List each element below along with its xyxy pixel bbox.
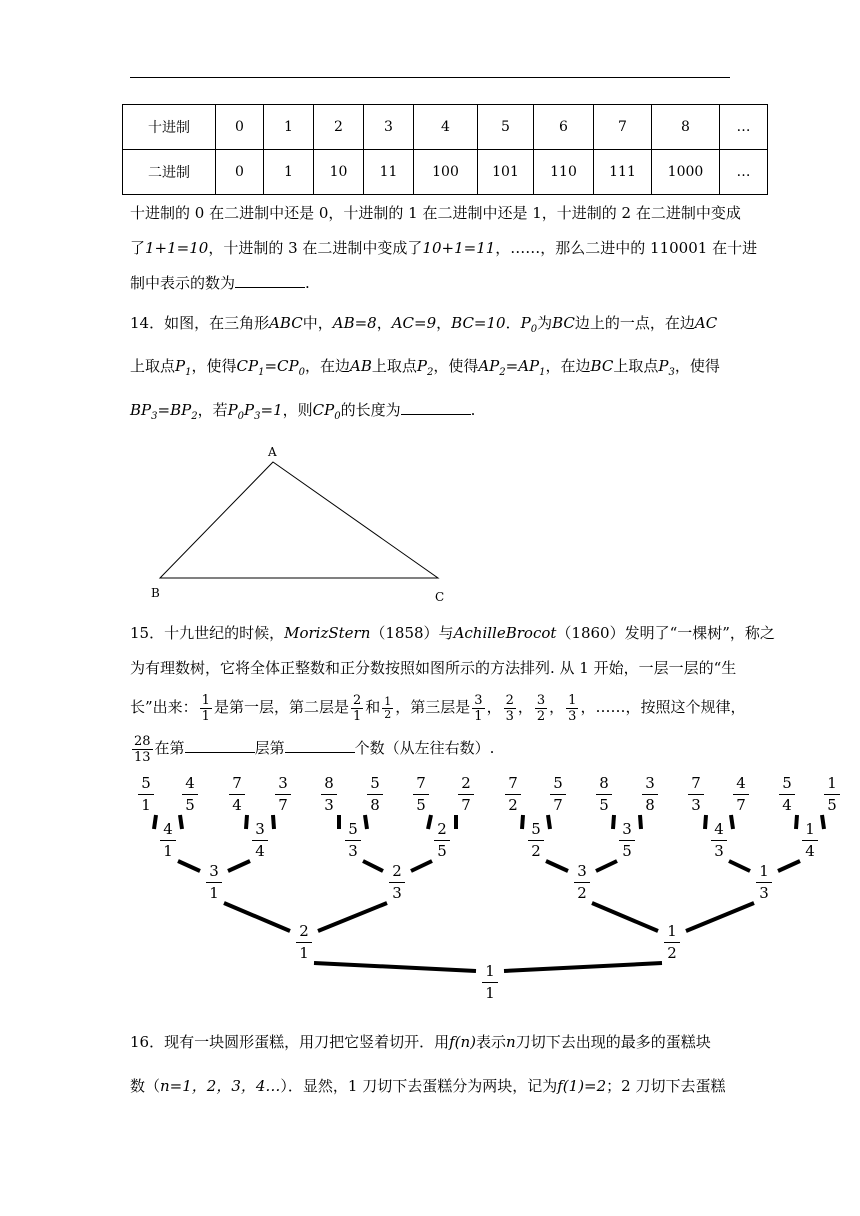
math: f(n): [449, 1033, 477, 1051]
numerator: 7: [508, 774, 518, 792]
tree-node-fraction: [156, 821, 180, 860]
answer-blank: [185, 738, 255, 753]
denominator: 5: [437, 842, 447, 860]
numerator: 1: [805, 820, 815, 838]
tree-edge: [180, 815, 182, 829]
numerator: 5: [348, 820, 358, 838]
tree-node-fraction: [570, 863, 594, 902]
tree-edge: [822, 815, 824, 829]
text: ，在边: [304, 357, 350, 375]
tree-node-fraction: [478, 963, 502, 1002]
table-cell: 11: [364, 150, 414, 195]
table-cell: 101: [478, 150, 534, 195]
tree-node-fraction: [592, 775, 616, 814]
denominator: 7: [461, 796, 471, 814]
math: $P_3$: [658, 357, 675, 378]
text: ，……，那么二进中的 110001 在十进: [495, 239, 758, 257]
fraction: $\frac{3}{2}$: [536, 692, 546, 724]
math: MorizStern: [284, 624, 371, 642]
math: AchilleBrocot: [453, 624, 557, 642]
denominator: 4: [255, 842, 265, 860]
tree-edge: [640, 815, 641, 829]
vertex-label-b: B: [151, 586, 160, 600]
fraction-bar: [275, 794, 291, 795]
numerator: 2: [392, 862, 402, 880]
fraction-bar: [733, 794, 749, 795]
table-cell: 4: [414, 105, 478, 150]
vertex-label-a: A: [268, 445, 277, 459]
tree-edge: [731, 815, 733, 829]
math: n=1，2，3，4…: [160, 1077, 281, 1095]
tree-edge: [224, 903, 290, 931]
denominator: 3: [759, 884, 769, 902]
math: $P_0$: [520, 314, 538, 335]
p13-line2: [130, 238, 758, 258]
table-cell: 100: [414, 150, 478, 195]
math: f(1)=2: [557, 1077, 607, 1095]
table-cell: 111: [594, 150, 652, 195]
fraction-bar: [296, 942, 312, 943]
table-cell: 二进制: [123, 150, 216, 195]
tree-edge: [548, 815, 550, 829]
text: （1858）与: [370, 624, 454, 642]
tree-node-fraction: [248, 821, 272, 860]
numerator: 8: [324, 774, 334, 792]
math: $P_0P_3=1$: [227, 401, 283, 422]
tree-edge: [228, 861, 250, 871]
tree-node-fraction: [615, 821, 639, 860]
text: ，使得: [433, 357, 479, 375]
numerator: 3: [255, 820, 265, 838]
tree-node-fraction: [363, 775, 387, 814]
text: 个数（从左往右数）.: [354, 739, 495, 757]
fraction: $\frac{1}{2}$: [384, 694, 392, 721]
fraction: $\frac{2}{3}$: [505, 692, 514, 724]
numerator: 2: [461, 774, 471, 792]
math: AC=9: [391, 314, 437, 332]
denominator: 4: [782, 796, 792, 814]
p16-line2: [130, 1076, 735, 1096]
tree-node-fraction: [292, 923, 316, 962]
text: 表示: [476, 1033, 507, 1051]
table-row-decimal: [123, 105, 768, 150]
p14-line2: [130, 356, 735, 383]
fraction-bar: [413, 794, 429, 795]
tree-edge: [613, 815, 614, 829]
fraction-bar: [434, 840, 450, 841]
text: ，则: [282, 401, 313, 419]
decimal-binary-table: [122, 104, 768, 195]
tree-node-fraction: [660, 923, 684, 962]
answer-blank: [401, 400, 471, 415]
denominator: 2: [577, 884, 587, 902]
denominator: 1: [209, 884, 219, 902]
text: 为: [537, 314, 553, 332]
tree-edge: [246, 815, 247, 829]
text: ；2 刀切下去蛋糕: [606, 1077, 726, 1095]
text: 15．十九世纪的时候，: [130, 624, 285, 642]
header-rule: [130, 77, 730, 78]
fraction-bar: [389, 882, 405, 883]
numerator: 4: [736, 774, 746, 792]
tree-node-fraction: [271, 775, 295, 814]
tree-node-fraction: [225, 775, 249, 814]
table-cell: 0: [216, 150, 264, 195]
fraction-bar: [182, 794, 198, 795]
math: $AP_2=AP_1$: [478, 357, 546, 378]
fraction-bar: [596, 794, 612, 795]
numerator: 7: [416, 774, 426, 792]
math: BC: [590, 357, 614, 375]
math: ABC: [269, 314, 303, 332]
text: ，……，按照这个规律，: [580, 698, 746, 716]
tree-edge: [729, 861, 750, 871]
tree-edge: [504, 963, 662, 971]
table-cell: 1: [264, 150, 314, 195]
fraction: $\frac{1}{1}$: [201, 692, 210, 724]
denominator: 3: [691, 796, 701, 814]
numerator: 7: [691, 774, 701, 792]
math: AC: [694, 314, 718, 332]
numerator: 4: [185, 774, 195, 792]
tree-node-fraction: [546, 775, 570, 814]
math: $P_1$: [175, 357, 192, 378]
fraction-bar: [619, 840, 635, 841]
text: ，十进制的 3 在二进制中变成了: [208, 239, 423, 257]
denominator: 8: [370, 796, 380, 814]
denominator: 5: [416, 796, 426, 814]
tree-edge: [705, 815, 706, 829]
fraction-bar: [664, 942, 680, 943]
tree-node-fraction: [178, 775, 202, 814]
text: 上取点: [371, 357, 417, 375]
p15-line4: [130, 731, 735, 765]
denominator: 5: [622, 842, 632, 860]
text: 上取点: [130, 357, 176, 375]
numerator: 5: [782, 774, 792, 792]
tree-node-fraction: [638, 775, 662, 814]
numerator: 5: [553, 774, 563, 792]
p15-line1: [130, 623, 775, 643]
fraction-bar: [574, 882, 590, 883]
text: 的长度为: [340, 401, 401, 419]
tree-edge: [314, 963, 476, 971]
numerator: 2: [299, 922, 309, 940]
tree-edge: [363, 861, 383, 871]
numerator: 1: [759, 862, 769, 880]
fraction-bar: [160, 840, 176, 841]
table-cell: 2: [314, 105, 364, 150]
numerator: 3: [209, 862, 219, 880]
tree-node-fraction: [430, 821, 454, 860]
denominator: 7: [278, 796, 288, 814]
p16-line1: [130, 1032, 735, 1052]
p13-line1: 十进制的 0 在二进制中还是 0，十进制的 1 在二进制中还是 1，十进制的 2 在二进制中变成: [130, 204, 741, 222]
fraction-bar: [321, 794, 337, 795]
tree-node-fraction: [684, 775, 708, 814]
numerator: 2: [437, 820, 447, 838]
fraction-bar: [229, 794, 245, 795]
tree-edge: [596, 861, 617, 871]
tree-node-fraction: [501, 775, 525, 814]
math: $P_2$: [416, 357, 434, 378]
fraction: $\frac{2}{1}$: [352, 692, 362, 724]
denominator: 7: [553, 796, 563, 814]
fraction-bar: [367, 794, 383, 795]
tree-node-fraction: [385, 863, 409, 902]
denominator: 1: [299, 944, 309, 962]
table-cell: 6: [534, 105, 594, 150]
text: 16．现有一块圆形蛋糕，用刀把它竖着切开．用: [130, 1033, 450, 1051]
text: 长”出来：: [130, 698, 198, 716]
fraction-bar: [779, 794, 795, 795]
denominator: 1: [163, 842, 173, 860]
tree-node-fraction: [707, 821, 731, 860]
text: ，使得: [674, 357, 720, 375]
text: 中，: [302, 314, 333, 332]
tree-node-fraction: [775, 775, 799, 814]
text: 上取点: [613, 357, 659, 375]
p14-line3: [130, 400, 735, 427]
fraction-bar: [802, 840, 818, 841]
p15-line3: 长”出来： $\frac{1}{1}$ 是第一层，第二层是 $\frac{2}{1}$ 和 $\frac{1}{2}$ ，第三层是 $\frac{3}{1}$ ， $\frac{2}{3}$ ， $\frac{3}{2}$ ， $\frac{1}{3}$ ，……，按照这个规律，: [130, 692, 746, 724]
text: ，使得: [191, 357, 237, 375]
text: 14．如图，在三角形: [130, 314, 270, 332]
text: 了: [130, 239, 146, 257]
denominator: 5: [599, 796, 609, 814]
denominator: 2: [667, 944, 677, 962]
text: 层第: [254, 739, 285, 757]
tree-edge: [522, 815, 523, 829]
numerator: 1: [485, 962, 495, 980]
fraction-bar: [756, 882, 772, 883]
answer-blank: [285, 738, 355, 753]
denominator: 3: [348, 842, 358, 860]
fraction-bar: [252, 840, 268, 841]
numerator: 4: [714, 820, 724, 838]
numerator: 5: [141, 774, 151, 792]
p15-line2: 为有理数树，它将全体正整数和正分数按照如图所示的方法排列. 从 1 开始，一层一层的“生: [130, 659, 737, 677]
tree-edge: [686, 903, 754, 931]
fraction-bar: [824, 794, 840, 795]
fraction-bar: [688, 794, 704, 795]
tree-node-fraction: [409, 775, 433, 814]
fraction-bar: [528, 840, 544, 841]
triangle-abc: [160, 462, 438, 578]
text: （1860）发明了“一棵树”，称之: [556, 624, 775, 642]
text: 刀切下去出现的最多的蛋糕块: [515, 1033, 711, 1051]
text: ，第三层是: [395, 698, 471, 716]
math: n: [506, 1033, 516, 1051]
tree-node-fraction: [524, 821, 548, 860]
text: 在第: [154, 739, 185, 757]
table-cell: …: [720, 150, 768, 195]
tree-edge: [318, 903, 387, 931]
text: 制中表示的数为: [130, 274, 236, 292]
p13-line3: [130, 273, 735, 293]
numerator: 5: [531, 820, 541, 838]
table-cell: 8: [652, 105, 720, 150]
text: ）．显然，1 刀切下去蛋糕分为两块，记为: [280, 1077, 558, 1095]
math: AB: [349, 357, 372, 375]
fraction-bar: [138, 794, 154, 795]
text: ，若: [197, 401, 228, 419]
fraction-bar: [345, 840, 361, 841]
table-cell: 10: [314, 150, 364, 195]
denominator: 3: [324, 796, 334, 814]
math: BC: [552, 314, 575, 332]
table-row-binary: [123, 150, 768, 195]
denominator: 1: [141, 796, 151, 814]
numerator: 4: [163, 820, 173, 838]
fraction-bar: [206, 882, 222, 883]
fraction-bar: [550, 794, 566, 795]
tree-node-fraction: [202, 863, 226, 902]
denominator: 4: [232, 796, 242, 814]
table-cell: 1: [264, 105, 314, 150]
fraction-bar: [642, 794, 658, 795]
denominator: 4: [805, 842, 815, 860]
table-cell: 110: [534, 150, 594, 195]
tree-edge: [778, 861, 800, 871]
table-cell: …: [720, 105, 768, 150]
numerator: 1: [827, 774, 837, 792]
numerator: 3: [622, 820, 632, 838]
numerator: 8: [599, 774, 609, 792]
denominator: 5: [185, 796, 195, 814]
tree-node-fraction: [341, 821, 365, 860]
table-cell: 3: [364, 105, 414, 150]
tree-node-fraction: [317, 775, 341, 814]
text: 是第一层，第二层是: [213, 698, 349, 716]
tree-node-fraction: [134, 775, 158, 814]
math: 10+1=11: [422, 239, 496, 257]
denominator: 2: [508, 796, 518, 814]
text: .: [305, 274, 310, 292]
math: AB=8: [332, 314, 377, 332]
table-cell: 1000: [652, 150, 720, 195]
fraction-bar: [482, 982, 498, 983]
fraction: $\frac{28}{13}$: [134, 733, 151, 765]
answer-blank: [235, 273, 305, 288]
denominator: 1: [485, 984, 495, 1002]
table-cell: 0: [216, 105, 264, 150]
numerator: 3: [278, 774, 288, 792]
table-cell: 十进制: [123, 105, 216, 150]
denominator: 8: [645, 796, 655, 814]
table-cell: 5: [478, 105, 534, 150]
numerator: 3: [577, 862, 587, 880]
numerator: 3: [645, 774, 655, 792]
table-cell: 7: [594, 105, 652, 150]
vertex-label-c: C: [435, 590, 445, 604]
denominator: 3: [392, 884, 402, 902]
fraction-bar: [458, 794, 474, 795]
denominator: 7: [736, 796, 746, 814]
tree-edge: [592, 903, 658, 931]
tree-node-fraction: [798, 821, 822, 860]
tree-edge: [546, 861, 568, 871]
tree-node-fraction: [752, 863, 776, 902]
numerator: 5: [370, 774, 380, 792]
text: 和: [365, 698, 381, 716]
text: ，在边: [545, 357, 591, 375]
tree-edge: [178, 861, 200, 871]
fraction-bar: [505, 794, 521, 795]
math: 1+1=10: [145, 239, 209, 257]
text: .: [470, 401, 476, 419]
text: 边上的一点，在边: [574, 314, 695, 332]
denominator: 3: [714, 842, 724, 860]
tree-edge: [365, 815, 367, 829]
tree-node-fraction: [454, 775, 478, 814]
p14-line1: 14．如图，在三角形ABC中，AB=8，AC=9，BC=10．$P_0$为BC边上的一点，在边AC: [130, 314, 718, 335]
denominator: 2: [531, 842, 541, 860]
tree-node-fraction: [729, 775, 753, 814]
tree-node-fraction: [820, 775, 844, 814]
fraction-bar: [711, 840, 727, 841]
tree-edge: [796, 815, 797, 829]
tree-edge: [273, 815, 274, 829]
fraction: $\frac{3}{1}$: [474, 692, 483, 724]
math: BC=10: [451, 314, 506, 332]
text: 数（: [130, 1077, 161, 1095]
math: $CP_1=CP_0$: [236, 357, 305, 378]
numerator: 7: [232, 774, 242, 792]
numerator: 1: [667, 922, 677, 940]
math: $BP_3=BP_2$: [130, 401, 198, 422]
fraction: $\frac{1}{3}$: [568, 692, 577, 724]
denominator: 5: [827, 796, 837, 814]
tree-edge: [411, 861, 432, 871]
math: $CP_0$: [312, 401, 341, 422]
